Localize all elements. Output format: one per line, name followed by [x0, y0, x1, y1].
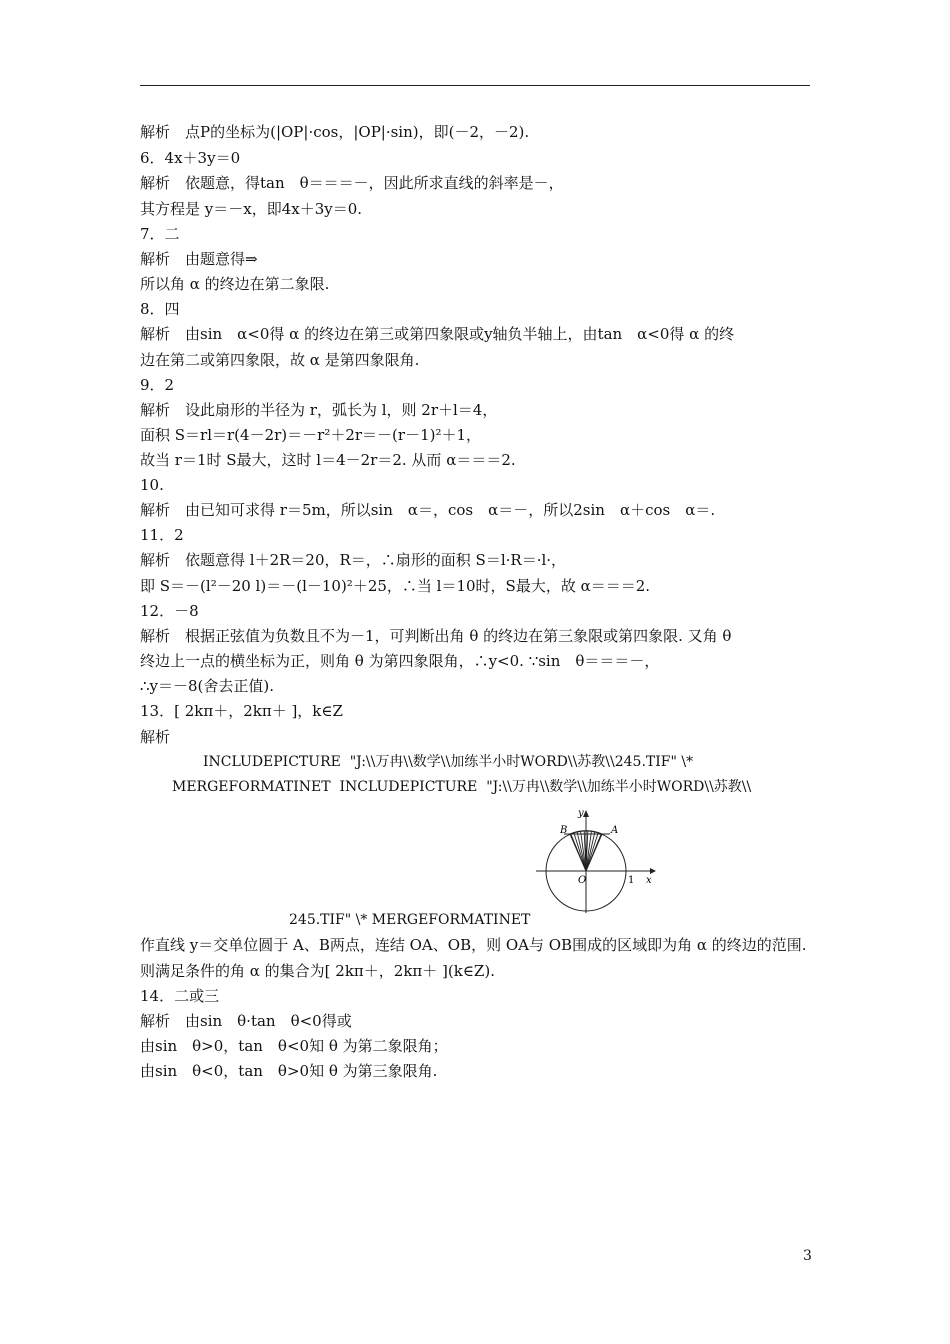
text-line: 即 S＝－(l²－20 l)＝－(l－10)²＋25，∴当 l＝10时，S最大，故 α＝＝＝2. [140, 577, 651, 595]
y-axis-arrow-icon [583, 810, 589, 817]
text-line: 解析 设此扇形的半径为 r，弧长为 l，则 2r＋l＝4， [140, 401, 498, 419]
page-number: 3 [803, 1248, 812, 1264]
point-a-label: A [611, 825, 619, 836]
include-field-line: MERGEFORMATINET INCLUDEPICTURE "J:\\万冉\\数学\\加练半小时WORD\\苏教\\ [172, 779, 752, 795]
include-field-line: 245.TIF" \* MERGEFORMATINET [289, 912, 531, 928]
tick-one-label: 1 [628, 875, 635, 886]
text-line: 解析 依题意得 l＋2R＝20，R＝，∴扇形的面积 S＝l·R＝·l·， [140, 551, 567, 569]
text-line: 边在第二或第四象限，故 α 是第四象限角. [140, 351, 420, 369]
text-line: 解析 由sin θ·tan θ<0得或 [140, 1012, 352, 1030]
text-line: 9．2 [140, 376, 175, 394]
text-line: 6．4x＋3y＝0 [140, 149, 241, 167]
text-line: 13．[ 2kπ＋，2kπ＋ ]，k∈Z [140, 702, 343, 720]
text-line: 解析 [140, 728, 171, 746]
origin-label: O [578, 875, 587, 886]
text-line: 11．2 [140, 526, 184, 544]
text-line: 则满足条件的角 α 的集合为[ 2kπ＋，2kπ＋ ](k∈Z). [140, 962, 495, 980]
text-line: 解析 由已知可求得 r＝5m，所以sin α＝，cos α＝－，所以2sin α＋cos α＝. [140, 501, 716, 519]
text-line: 所以角 α 的终边在第二象限. [140, 275, 330, 293]
text-line: 解析 由题意得⇒ [140, 250, 258, 268]
text-line: 面积 S＝rl＝r(4－2r)＝－r²＋2r＝－(r－1)²＋1， [140, 426, 482, 444]
text-line: 其方程是 y＝－x，即4x＋3y＝0. [140, 200, 363, 218]
y-label: y [578, 808, 584, 819]
text-line: 14．二或三 [140, 987, 220, 1005]
include-field-line: INCLUDEPICTURE "J:\\万冉\\数学\\加练半小时WORD\\苏教\\245.TIF" \* [203, 754, 694, 770]
text-line: 终边上一点的横坐标为正，则角 θ 为第四象限角，∴y<0. ∵sin θ＝＝＝－， [140, 652, 660, 670]
point-b-label: B [560, 825, 568, 836]
x-axis-arrow-icon [650, 868, 656, 874]
x-label: x [646, 875, 652, 886]
header-rule [140, 85, 810, 86]
text-line: 故当 r＝1时 S最大，这时 l＝4－2r＝2. 从而 α＝＝＝2. [140, 451, 516, 469]
text-line: 解析 依题意，得tan θ＝＝＝－，因此所求直线的斜率是－， [140, 174, 564, 192]
text-line: 7．二 [140, 225, 180, 243]
text-line: 10. [140, 476, 164, 494]
text-line: 作直线 y＝交单位圆于 A、B两点，连结 OA、OB，则 OA与 OB围成的区域即为角 α 的终边的范围. [140, 936, 807, 954]
text-line: 解析 根据正弦值为负数且不为－1，可判断出角 θ 的终边在第三象限或第四象限. 又角 θ [140, 627, 732, 645]
text-line: 解析 点P的坐标为(|OP|·cos，|OP|·sin)，即(－2，－2). [140, 123, 530, 141]
text-line: 8．四 [140, 300, 180, 318]
text-line: 由sin θ>0，tan θ<0知 θ 为第二象限角； [140, 1037, 448, 1055]
text-line: 解析 由sin α<0得 α 的终边在第三或第四象限或y轴负半轴上，由tan α<0得 α 的终 [140, 325, 735, 343]
unit-circle-figure [528, 805, 658, 915]
text-line: 12．－8 [140, 602, 199, 620]
text-line: ∴y＝－8(舍去正值). [140, 677, 275, 695]
text-line: 由sin θ<0，tan θ>0知 θ 为第三象限角. [140, 1062, 438, 1080]
